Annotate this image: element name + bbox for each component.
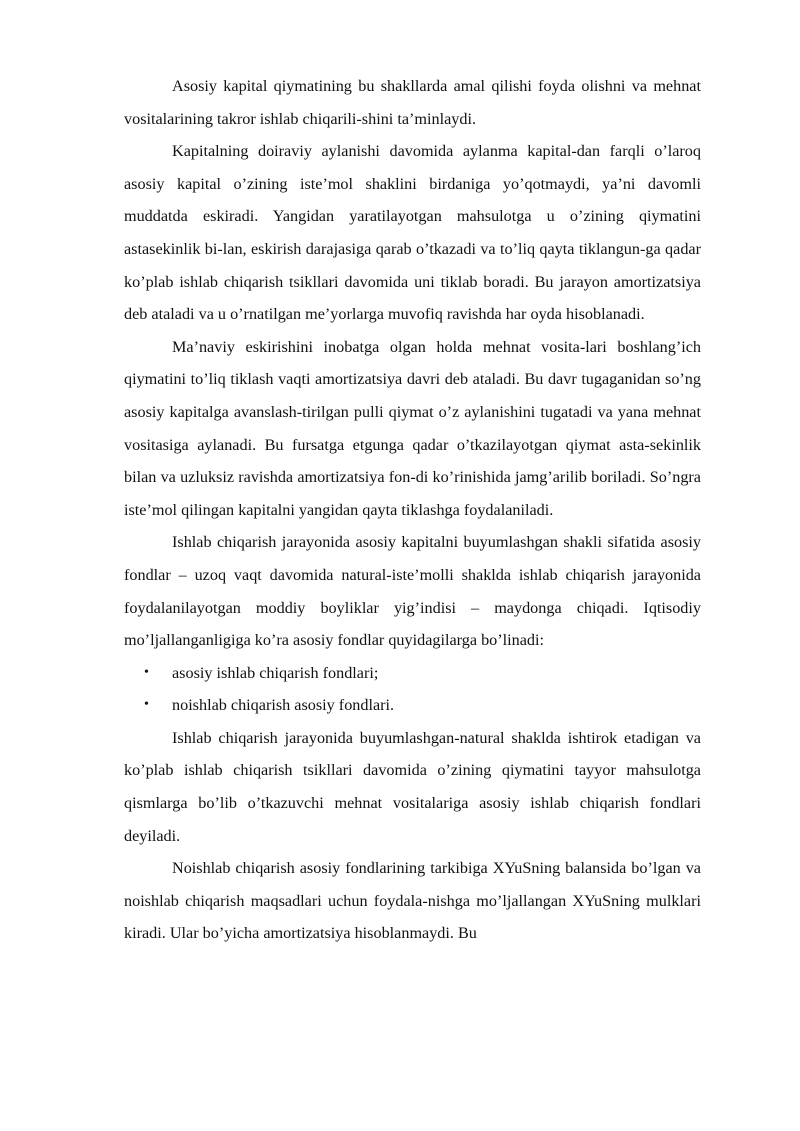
paragraph: Ishlab chiqarish jarayonida buyumlashgan-natural shaklda ishtirok etadigan va ko’plab ishlab chiqarish tsikllari davomida o’zining qiymatini tayyor mahsulotga qismlarga bo’lib o’tkazuvchi mehnat vositalariga asosiy ishlab chiqarish fondlari deyiladi. [124, 728, 701, 845]
list-item [124, 689, 701, 722]
paragraph: Ma’naviy eskirishini inobatga olgan holda mehnat vosita-lari boshlang’ich qiymatini to’liq tiklash vaqti amortizatsiya davri deb ataladi. Bu davr tugaganidan so’ng asosiy kapitalga avanslash-tirilgan pulli qiymat o’z aylanishini tugatadi va yana mehnat vositasiga aylanadi. Bu fursatga etgunga qadar o’tkazilayotgan qiymat asta-sekinlik bilan va uzluksiz ravishda amortizatsiya fon-di ko’rinishida jamg’arilib boriladi. So’ngra iste’mol qilingan kapitalni yangidan qayta tiklashga foydalaniladi. [124, 337, 701, 519]
list-item [124, 657, 701, 690]
paragraph: Noishlab chiqarish asosiy fondlarining tarkibiga XYuSning balansida bo’lgan va noishlab chiqarish maqsadlari uchun foydala-nishga mo’ljallangan XYuSning mulklari kiradi. Ular bo’yicha amortizatsiya hisoblanmaydi. Bu [124, 859, 701, 943]
list-item-text: noishlab chiqarish asosiy fondlari. [172, 696, 395, 715]
paragraph: Ishlab chiqarish jarayonida asosiy kapitalni buyumlashgan shakli sifatida asosiy fondlar – uzoq vaqt davomida natural-iste’molli shaklda ishlab chiqarish jarayonida foydalanilayotgan moddiy boyliklar yig’indisi – maydonga chiqadi. Iqtisodiy mo’ljallanganligiga ko’ra asosiy fondlar quyidagilarga bo’linadi: [124, 533, 701, 650]
bullet-list [124, 657, 701, 722]
bullet-icon: • [144, 664, 149, 680]
paragraph: Kapitalning doiraviy aylanishi davomida aylanma kapital-dan farqli o’laroq asosiy kapital o’zining iste’mol shaklini birdaniga yo’qotmaydi, ya’ni davomli muddatda eskiradi. Yangidan yaratilayotgan mahsulotga u o’zining qiymatini astasekinlik bi-lan, eskirish darajasiga qarab o’tkazadi va to’liq qayta tiklangun-ga qadar ko’plab ishlab chiqarish tsikllari davomida uni tiklab boradi. Bu jarayon amortizatsiya deb ataladi va u o’rnatilgan me’yorlarga muvofiq ravishda har oyda hisoblanadi. [124, 142, 701, 324]
document-page [124, 70, 701, 950]
paragraph: Asosiy kapital qiymatining bu shakllarda amal qilishi foyda olishni va mehnat vositalarining takror ishlab chiqarili-shini ta’minlaydi. [124, 77, 701, 128]
bullet-icon: • [144, 697, 149, 713]
list-item-text: asosiy ishlab chiqarish fondlari; [172, 663, 379, 682]
